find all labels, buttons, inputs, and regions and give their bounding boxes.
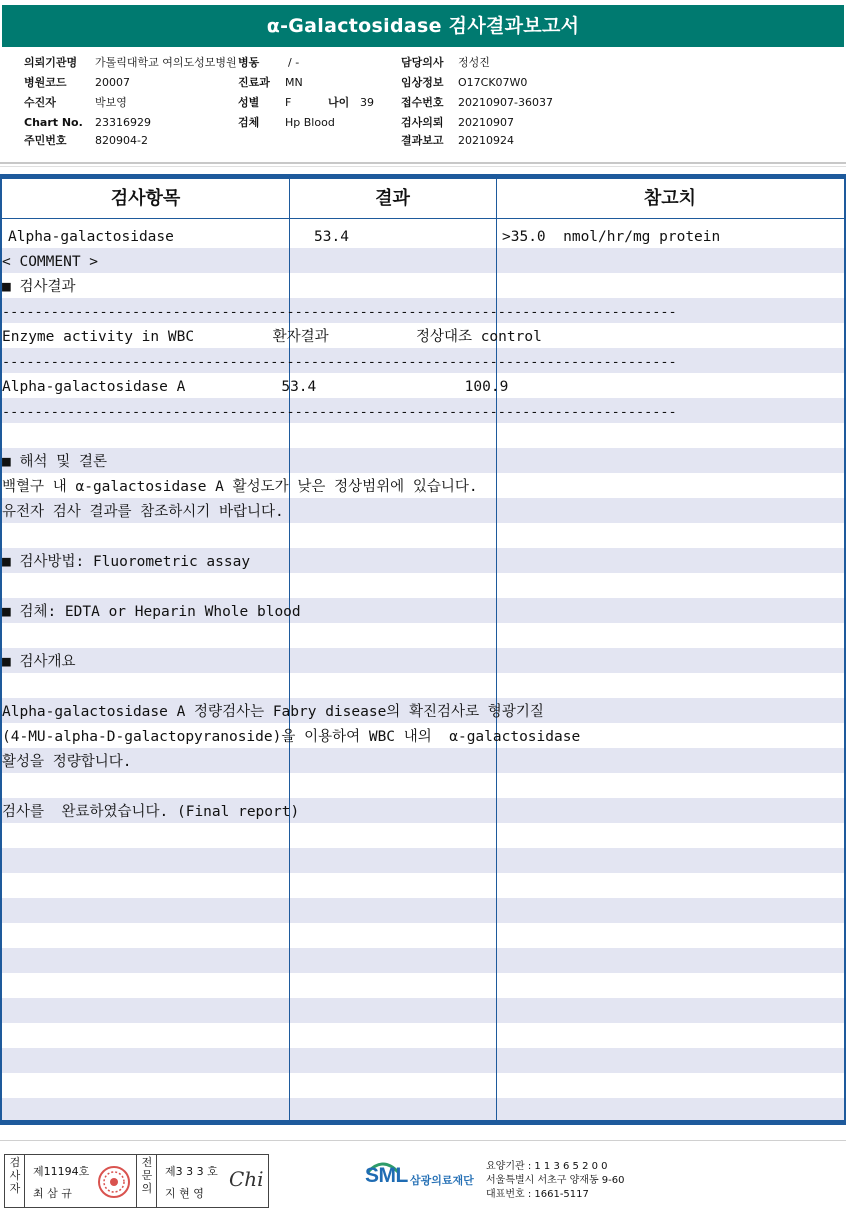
signer-name: 지 현 영	[165, 1187, 204, 1200]
signer-name: 최 삼 규	[33, 1187, 72, 1200]
report-line: -----------------------------------------------------------------------------------	[2, 404, 677, 420]
org-info-line: 서울특별시 서초구 양재동 9-60	[486, 1175, 625, 1186]
report-line: (4-MU-alpha-D-galactopyranoside)을 이용하여 WBC 내의 α-galactosidase	[2, 729, 581, 745]
org-info-line: 대표번호 : 1661-5117	[486, 1189, 589, 1200]
report-line: 검사를 완료하였습니다. (Final report)	[2, 804, 300, 820]
result-item: Alpha-galactosidase	[8, 229, 174, 245]
report-line: < COMMENT >	[2, 254, 99, 270]
info-label: 진료과	[238, 76, 270, 89]
header-test-item: 검사항목	[110, 188, 181, 209]
info-value: 23316929	[95, 116, 151, 129]
info-value: F	[285, 96, 292, 109]
info-value: 20210907-36037	[458, 96, 553, 109]
info-label: 수진자	[24, 96, 56, 109]
report-line: 백혈구 내 α-galactosidase A 활성도가 낮은 정상범위에 있습니다.	[2, 479, 478, 495]
info-label: 담당의사	[401, 56, 444, 69]
info-label: 검체	[238, 116, 260, 129]
info-value: 정성진	[458, 56, 490, 69]
divider	[0, 1140, 846, 1141]
info-label: 성별	[238, 96, 260, 109]
info-value: 20007	[95, 76, 130, 89]
table-header	[2, 179, 844, 219]
info-label: 접수번호	[401, 96, 444, 109]
license-number: 제11194호	[33, 1165, 90, 1178]
info-label: 병동	[238, 56, 260, 69]
header-reference: 참고치	[643, 188, 697, 209]
info-value: 820904-2	[95, 134, 148, 147]
report-line: -----------------------------------------------------------------------------------	[2, 304, 677, 320]
results-table	[0, 174, 846, 1125]
organization-name: 삼광의료재단	[410, 1174, 474, 1187]
info-value: / -	[288, 56, 300, 69]
divider	[0, 166, 846, 167]
age-label: 나이	[328, 96, 350, 109]
report-line: ■ 검체: EDTA or Heparin Whole blood	[2, 604, 301, 620]
signature-box	[4, 1154, 269, 1208]
info-value: Hp Blood	[285, 116, 335, 129]
report-line: 유전자 검사 결과를 참조하시기 바랍니다.	[2, 504, 284, 520]
sign-vertical-label: 전문의	[141, 1156, 153, 1195]
report-line: -----------------------------------------------------------------------------------	[2, 354, 677, 370]
result-reference: >35.0 nmol/hr/mg protein	[502, 229, 721, 245]
sign-label-cell	[137, 1155, 157, 1207]
report-line: Alpha-galactosidase A 53.4 100.9	[2, 379, 509, 395]
info-label: 결과보고	[401, 134, 444, 147]
result-value: 53.4	[314, 229, 349, 245]
info-label: Chart No.	[24, 116, 83, 129]
sign-vertical-label: 검사자	[9, 1156, 21, 1195]
sign-cell	[157, 1155, 269, 1207]
sign-label-cell	[5, 1155, 25, 1207]
report-line: ■ 검사결과	[2, 279, 76, 295]
patient-info-col2	[238, 56, 388, 156]
info-value: O17CK07W0	[458, 76, 528, 89]
info-label: 병원코드	[24, 76, 67, 89]
patient-info-col1	[24, 56, 237, 156]
info-label: 임상정보	[401, 76, 444, 89]
age-value: 39	[360, 96, 374, 109]
sml-logo-text: SML	[365, 1164, 408, 1187]
patient-info-col3	[401, 56, 601, 156]
info-value: 가톨릭대학교 여의도성모병원	[95, 56, 237, 69]
license-number: 제3 3 3 호	[165, 1165, 218, 1178]
info-value: 20210907	[458, 116, 514, 129]
header-result: 결과	[375, 188, 410, 209]
report-line: Enzyme activity in WBC 환자결과 정상대조 control	[2, 329, 542, 345]
report-line: ■ 해석 및 결론	[2, 454, 107, 470]
info-value: MN	[285, 76, 303, 89]
info-value: 박보영	[95, 96, 127, 109]
report-line: ■ 검사개요	[2, 654, 76, 670]
handwritten-signature: Chi	[229, 1167, 264, 1191]
organization-info	[486, 1160, 625, 1202]
info-label: 검사의뢰	[401, 116, 444, 129]
sign-cell	[25, 1155, 137, 1207]
info-label: 주민번호	[24, 134, 67, 147]
org-info-line: 요양기관 : 1 1 3 6 5 2 0 0	[486, 1161, 608, 1172]
info-value: 20210924	[458, 134, 514, 147]
report-line: ■ 검사방법: Fluorometric assay	[2, 554, 251, 570]
seal-icon	[97, 1165, 131, 1199]
footer	[0, 1140, 846, 1219]
report-line: 활성을 정량합니다.	[2, 754, 132, 770]
divider	[0, 162, 846, 164]
info-label: 의뢰기관명	[24, 56, 78, 69]
report-line: Alpha-galactosidase A 정량검사는 Fabry disease의 확진검사로 형광기질	[2, 704, 544, 720]
report-title: α-Galactosidase 검사결과보고서	[2, 5, 844, 47]
